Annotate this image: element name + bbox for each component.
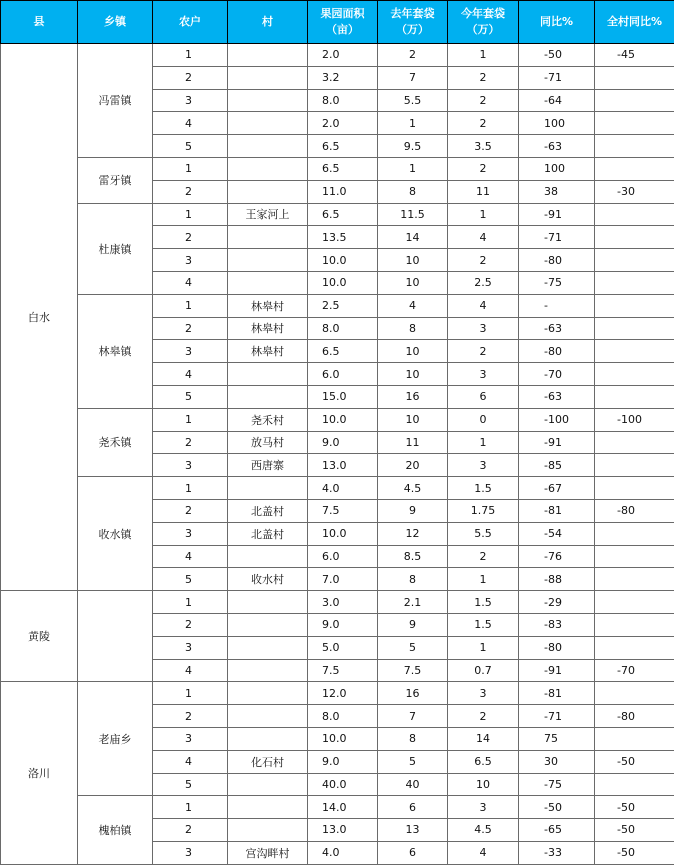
yoy-cell: -63 — [519, 317, 595, 340]
yoy-cell: -88 — [519, 568, 595, 591]
farmer-cell: 4 — [153, 750, 228, 773]
orchard-area-cell: 10.0 — [308, 408, 378, 431]
village-cell — [228, 591, 308, 614]
this-year-bags-cell: 3 — [448, 317, 519, 340]
farmer-cell: 4 — [153, 545, 228, 568]
orchard-area-cell: 11.0 — [308, 180, 378, 203]
yoy-cell: 30 — [519, 750, 595, 773]
village-yoy-cell — [595, 112, 674, 135]
this-year-bags-cell: 4 — [448, 226, 519, 249]
last-year-bags-cell: 11 — [378, 431, 448, 454]
last-year-bags-cell: 8 — [378, 317, 448, 340]
yoy-cell: -67 — [519, 477, 595, 500]
orchard-area-cell: 6.5 — [308, 340, 378, 363]
last-year-bags-cell: 8 — [378, 568, 448, 591]
town-cell: 杜康镇 — [78, 203, 153, 294]
village-cell: 王家河上 — [228, 203, 308, 226]
farmer-cell: 5 — [153, 135, 228, 158]
last-year-bags-cell: 8.5 — [378, 545, 448, 568]
orchard-area-cell: 13.5 — [308, 226, 378, 249]
farmer-cell: 1 — [153, 157, 228, 180]
yoy-cell: - — [519, 294, 595, 317]
this-year-bags-cell: 3 — [448, 682, 519, 705]
village-cell — [228, 385, 308, 408]
this-year-bags-cell: 4 — [448, 294, 519, 317]
this-year-bags-cell: 1.5 — [448, 613, 519, 636]
last-year-bags-cell: 5 — [378, 750, 448, 773]
orchard-area-cell: 6.5 — [308, 157, 378, 180]
farmer-cell: 2 — [153, 705, 228, 728]
orchard-area-cell: 2.0 — [308, 44, 378, 67]
yoy-cell: -80 — [519, 249, 595, 272]
village-yoy-cell: -100 — [595, 408, 674, 431]
town-cell: 槐柏镇 — [78, 796, 153, 864]
town-cell: 冯雷镇 — [78, 44, 153, 158]
village-yoy-cell — [595, 89, 674, 112]
yoy-cell: -83 — [519, 613, 595, 636]
last-year-bags-cell: 8 — [378, 180, 448, 203]
village-yoy-cell — [595, 249, 674, 272]
header-orchard-area — [308, 1, 378, 44]
this-year-bags-cell: 1 — [448, 431, 519, 454]
table-row — [1, 682, 674, 705]
orchard-area-cell: 10.0 — [308, 727, 378, 750]
table-body — [1, 44, 674, 865]
town-cell — [78, 591, 153, 682]
table-row — [1, 44, 674, 67]
last-year-bags-cell: 2.1 — [378, 591, 448, 614]
table-row — [1, 408, 674, 431]
this-year-bags-cell: 2 — [448, 157, 519, 180]
this-year-bags-cell: 2 — [448, 89, 519, 112]
header-orchard-area-title: 果园面积 — [321, 7, 365, 20]
town-cell: 收水镇 — [78, 477, 153, 591]
village-cell — [228, 682, 308, 705]
village-yoy-cell: -45 — [595, 44, 674, 67]
this-year-bags-cell: 1.5 — [448, 477, 519, 500]
village-cell: 林皋村 — [228, 340, 308, 363]
orchard-area-cell: 6.0 — [308, 363, 378, 386]
last-year-bags-cell: 12 — [378, 522, 448, 545]
header-last-year-bags-unit: （万） — [396, 23, 429, 36]
village-cell: 林皋村 — [228, 317, 308, 340]
village-yoy-cell — [595, 568, 674, 591]
farmer-cell: 3 — [153, 89, 228, 112]
last-year-bags-cell: 10 — [378, 249, 448, 272]
village-cell — [228, 271, 308, 294]
farmer-cell: 1 — [153, 682, 228, 705]
yoy-cell: -76 — [519, 545, 595, 568]
last-year-bags-cell: 20 — [378, 454, 448, 477]
town-cell: 老庙乡 — [78, 682, 153, 796]
last-year-bags-cell: 10 — [378, 340, 448, 363]
table-row — [1, 591, 674, 614]
farmer-cell: 3 — [153, 727, 228, 750]
this-year-bags-cell: 4 — [448, 841, 519, 864]
village-yoy-cell — [595, 66, 674, 89]
orchard-area-cell: 8.0 — [308, 317, 378, 340]
yoy-cell: 100 — [519, 157, 595, 180]
farmer-cell: 3 — [153, 340, 228, 363]
village-yoy-cell — [595, 613, 674, 636]
this-year-bags-cell: 1 — [448, 636, 519, 659]
this-year-bags-cell: 1 — [448, 203, 519, 226]
this-year-bags-cell: 10 — [448, 773, 519, 796]
last-year-bags-cell: 11.5 — [378, 203, 448, 226]
orchard-area-cell: 10.0 — [308, 271, 378, 294]
village-yoy-cell — [595, 363, 674, 386]
town-cell: 雷牙镇 — [78, 157, 153, 203]
orchard-area-cell: 7.5 — [308, 659, 378, 682]
last-year-bags-cell: 10 — [378, 363, 448, 386]
this-year-bags-cell: 0 — [448, 408, 519, 431]
yoy-cell: -50 — [519, 796, 595, 819]
this-year-bags-cell: 3 — [448, 363, 519, 386]
yoy-cell: 38 — [519, 180, 595, 203]
orchard-area-cell: 3.2 — [308, 66, 378, 89]
village-cell — [228, 157, 308, 180]
yoy-cell: 100 — [519, 112, 595, 135]
village-cell — [228, 819, 308, 842]
yoy-cell: 75 — [519, 727, 595, 750]
orchard-area-cell: 8.0 — [308, 705, 378, 728]
last-year-bags-cell: 8 — [378, 727, 448, 750]
village-yoy-cell — [595, 385, 674, 408]
last-year-bags-cell: 5 — [378, 636, 448, 659]
yoy-cell: -80 — [519, 340, 595, 363]
last-year-bags-cell: 6 — [378, 841, 448, 864]
yoy-cell: -75 — [519, 271, 595, 294]
village-cell — [228, 659, 308, 682]
farmer-cell: 1 — [153, 591, 228, 614]
yoy-cell: -81 — [519, 499, 595, 522]
farmer-cell: 1 — [153, 44, 228, 67]
this-year-bags-cell: 3 — [448, 454, 519, 477]
village-cell — [228, 796, 308, 819]
village-cell: 放马村 — [228, 431, 308, 454]
orchard-area-cell: 9.0 — [308, 750, 378, 773]
last-year-bags-cell: 16 — [378, 385, 448, 408]
village-yoy-cell — [595, 203, 674, 226]
village-cell: 北盖村 — [228, 522, 308, 545]
yoy-cell: -91 — [519, 431, 595, 454]
header-village-yoy: 全村同比% — [595, 1, 674, 44]
village-cell — [228, 636, 308, 659]
last-year-bags-cell: 7.5 — [378, 659, 448, 682]
this-year-bags-cell: 1.5 — [448, 591, 519, 614]
this-year-bags-cell: 5.5 — [448, 522, 519, 545]
table-row — [1, 157, 674, 180]
this-year-bags-cell: 1 — [448, 568, 519, 591]
village-cell: 宫沟畔村 — [228, 841, 308, 864]
farmer-cell: 3 — [153, 249, 228, 272]
last-year-bags-cell: 4.5 — [378, 477, 448, 500]
last-year-bags-cell: 10 — [378, 271, 448, 294]
last-year-bags-cell: 10 — [378, 408, 448, 431]
this-year-bags-cell: 1 — [448, 44, 519, 67]
farmer-cell: 2 — [153, 431, 228, 454]
this-year-bags-cell: 2 — [448, 705, 519, 728]
yoy-cell: -91 — [519, 659, 595, 682]
village-yoy-cell — [595, 682, 674, 705]
orchard-area-cell: 6.5 — [308, 135, 378, 158]
village-yoy-cell: -50 — [595, 796, 674, 819]
orchard-area-cell: 7.0 — [308, 568, 378, 591]
village-cell — [228, 180, 308, 203]
farmer-cell: 2 — [153, 613, 228, 636]
farmer-cell: 2 — [153, 499, 228, 522]
village-cell: 尧禾村 — [228, 408, 308, 431]
village-cell — [228, 705, 308, 728]
farmer-cell: 5 — [153, 568, 228, 591]
header-last-year-bags — [378, 1, 448, 44]
header-this-year-bags-unit: （万） — [467, 23, 500, 36]
farmer-cell: 3 — [153, 454, 228, 477]
yoy-cell: -91 — [519, 203, 595, 226]
yoy-cell: -80 — [519, 636, 595, 659]
farmer-cell: 1 — [153, 477, 228, 500]
village-cell — [228, 66, 308, 89]
last-year-bags-cell: 14 — [378, 226, 448, 249]
last-year-bags-cell: 16 — [378, 682, 448, 705]
last-year-bags-cell: 5.5 — [378, 89, 448, 112]
orchard-area-cell: 4.0 — [308, 477, 378, 500]
village-yoy-cell: -80 — [595, 705, 674, 728]
village-yoy-cell — [595, 545, 674, 568]
orchard-area-cell: 9.0 — [308, 613, 378, 636]
this-year-bags-cell: 3 — [448, 796, 519, 819]
yoy-cell: -70 — [519, 363, 595, 386]
yoy-cell: -71 — [519, 226, 595, 249]
village-yoy-cell — [595, 431, 674, 454]
header-yoy: 同比% — [519, 1, 595, 44]
farmer-cell: 1 — [153, 294, 228, 317]
yoy-cell: -81 — [519, 682, 595, 705]
this-year-bags-cell: 14 — [448, 727, 519, 750]
table-header — [1, 1, 674, 44]
this-year-bags-cell: 2 — [448, 340, 519, 363]
yoy-cell: -63 — [519, 385, 595, 408]
village-yoy-cell — [595, 157, 674, 180]
farmer-cell: 1 — [153, 408, 228, 431]
orchard-area-cell: 7.5 — [308, 499, 378, 522]
yoy-cell: -33 — [519, 841, 595, 864]
orchard-area-cell: 4.0 — [308, 841, 378, 864]
farmer-cell: 2 — [153, 317, 228, 340]
county-cell: 洛川 — [1, 682, 78, 864]
orchard-area-cell: 12.0 — [308, 682, 378, 705]
this-year-bags-cell: 1.75 — [448, 499, 519, 522]
yoy-cell: -75 — [519, 773, 595, 796]
orchard-area-cell: 13.0 — [308, 819, 378, 842]
village-cell — [228, 226, 308, 249]
village-yoy-cell: -50 — [595, 819, 674, 842]
this-year-bags-cell: 2 — [448, 112, 519, 135]
farmer-cell: 2 — [153, 66, 228, 89]
town-cell: 尧禾镇 — [78, 408, 153, 476]
town-cell: 林皋镇 — [78, 294, 153, 408]
village-yoy-cell: -50 — [595, 841, 674, 864]
this-year-bags-cell: 11 — [448, 180, 519, 203]
village-yoy-cell — [595, 773, 674, 796]
last-year-bags-cell: 13 — [378, 819, 448, 842]
farmer-cell: 2 — [153, 180, 228, 203]
last-year-bags-cell: 1 — [378, 157, 448, 180]
yoy-cell: -50 — [519, 44, 595, 67]
village-cell: 化石村 — [228, 750, 308, 773]
village-yoy-cell — [595, 271, 674, 294]
orchard-area-cell: 8.0 — [308, 89, 378, 112]
farmer-cell: 4 — [153, 363, 228, 386]
farmer-cell: 4 — [153, 112, 228, 135]
village-yoy-cell — [595, 454, 674, 477]
orchard-area-cell: 10.0 — [308, 522, 378, 545]
village-yoy-cell — [595, 294, 674, 317]
this-year-bags-cell: 2 — [448, 249, 519, 272]
village-yoy-cell — [595, 727, 674, 750]
last-year-bags-cell: 7 — [378, 705, 448, 728]
county-cell: 黄陵 — [1, 591, 78, 682]
last-year-bags-cell: 6 — [378, 796, 448, 819]
last-year-bags-cell: 1 — [378, 112, 448, 135]
orchard-area-cell: 2.0 — [308, 112, 378, 135]
farmer-cell: 2 — [153, 819, 228, 842]
farmer-cell: 1 — [153, 203, 228, 226]
farmer-cell: 5 — [153, 385, 228, 408]
yoy-cell: -54 — [519, 522, 595, 545]
header-village: 村 — [228, 1, 308, 44]
village-yoy-cell — [595, 340, 674, 363]
village-yoy-cell — [595, 591, 674, 614]
orchard-area-cell: 6.0 — [308, 545, 378, 568]
last-year-bags-cell: 7 — [378, 66, 448, 89]
last-year-bags-cell: 9.5 — [378, 135, 448, 158]
village-cell — [228, 727, 308, 750]
orchard-area-cell: 10.0 — [308, 249, 378, 272]
village-yoy-cell — [595, 135, 674, 158]
village-yoy-cell — [595, 636, 674, 659]
header-row — [1, 1, 674, 44]
farmer-cell: 4 — [153, 271, 228, 294]
orchard-area-cell: 6.5 — [308, 203, 378, 226]
yoy-cell: -64 — [519, 89, 595, 112]
village-cell — [228, 89, 308, 112]
this-year-bags-cell: 3.5 — [448, 135, 519, 158]
village-cell — [228, 249, 308, 272]
last-year-bags-cell: 2 — [378, 44, 448, 67]
this-year-bags-cell: 2 — [448, 66, 519, 89]
header-town: 乡镇 — [78, 1, 153, 44]
farmer-cell: 2 — [153, 226, 228, 249]
last-year-bags-cell: 40 — [378, 773, 448, 796]
this-year-bags-cell: 2.5 — [448, 271, 519, 294]
yoy-cell: -65 — [519, 819, 595, 842]
this-year-bags-cell: 6 — [448, 385, 519, 408]
yoy-cell: -100 — [519, 408, 595, 431]
village-cell — [228, 613, 308, 636]
yoy-cell: -63 — [519, 135, 595, 158]
orchard-area-cell: 9.0 — [308, 431, 378, 454]
farmer-cell: 4 — [153, 659, 228, 682]
village-cell: 北盖村 — [228, 499, 308, 522]
table-row — [1, 477, 674, 500]
farmer-cell: 1 — [153, 796, 228, 819]
yoy-cell: -85 — [519, 454, 595, 477]
last-year-bags-cell: 9 — [378, 613, 448, 636]
village-yoy-cell — [595, 226, 674, 249]
header-farmer: 农户 — [153, 1, 228, 44]
orchard-area-cell: 13.0 — [308, 454, 378, 477]
yoy-cell: -71 — [519, 705, 595, 728]
yoy-cell: -29 — [519, 591, 595, 614]
this-year-bags-cell: 4.5 — [448, 819, 519, 842]
village-yoy-cell: -80 — [595, 499, 674, 522]
last-year-bags-cell: 4 — [378, 294, 448, 317]
village-cell — [228, 773, 308, 796]
this-year-bags-cell: 0.7 — [448, 659, 519, 682]
village-cell: 林皋村 — [228, 294, 308, 317]
last-year-bags-cell: 9 — [378, 499, 448, 522]
village-cell — [228, 135, 308, 158]
orchard-area-cell: 2.5 — [308, 294, 378, 317]
orchard-area-cell: 15.0 — [308, 385, 378, 408]
this-year-bags-cell: 6.5 — [448, 750, 519, 773]
orchard-area-cell: 5.0 — [308, 636, 378, 659]
village-yoy-cell: -50 — [595, 750, 674, 773]
village-cell: 收水村 — [228, 568, 308, 591]
this-year-bags-cell: 2 — [448, 545, 519, 568]
village-cell — [228, 44, 308, 67]
header-last-year-bags-title: 去年套袋 — [391, 7, 435, 20]
farmer-cell: 3 — [153, 636, 228, 659]
farmer-cell: 3 — [153, 841, 228, 864]
village-cell: 西唐寨 — [228, 454, 308, 477]
village-cell — [228, 477, 308, 500]
village-yoy-cell — [595, 317, 674, 340]
table-row — [1, 203, 674, 226]
orchard-area-cell: 3.0 — [308, 591, 378, 614]
header-this-year-bags-title: 今年套袋 — [461, 7, 505, 20]
village-yoy-cell — [595, 477, 674, 500]
farmer-cell: 5 — [153, 773, 228, 796]
table-row — [1, 294, 674, 317]
yoy-cell: -71 — [519, 66, 595, 89]
header-orchard-area-unit: （亩） — [326, 23, 359, 36]
village-yoy-cell — [595, 522, 674, 545]
farmer-cell: 3 — [153, 522, 228, 545]
village-cell — [228, 545, 308, 568]
village-cell — [228, 112, 308, 135]
table-row — [1, 796, 674, 819]
county-cell: 白水 — [1, 44, 78, 591]
village-cell — [228, 363, 308, 386]
orchard-area-cell: 14.0 — [308, 796, 378, 819]
village-yoy-cell: -70 — [595, 659, 674, 682]
orchard-area-cell: 40.0 — [308, 773, 378, 796]
header-this-year-bags — [448, 1, 519, 44]
village-yoy-cell: -30 — [595, 180, 674, 203]
header-county: 县 — [1, 1, 78, 44]
